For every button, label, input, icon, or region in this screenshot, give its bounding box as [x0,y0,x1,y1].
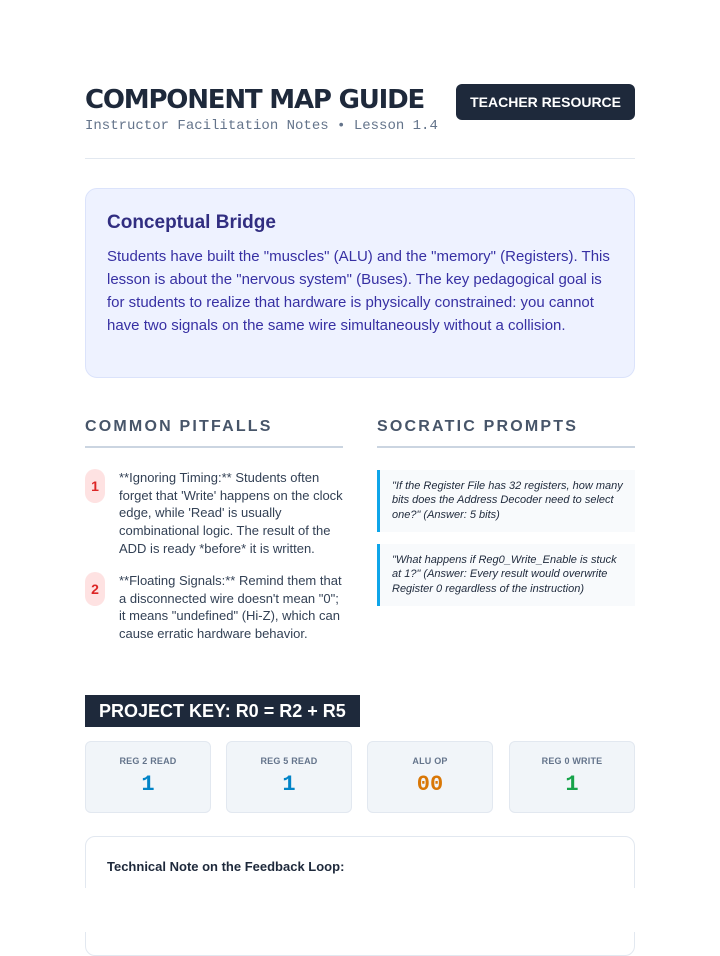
socratic-prompt: "If the Register File has 32 registers, how many bits does the Address Decoder need to select one?" (Answer: 5 bits) [377,470,635,532]
page-subtitle: Instructor Facilitation Notes • Lesson 1.4 [85,118,438,134]
key-card-label: REG 5 READ [260,756,318,766]
conceptual-bridge-body: Students have built the "muscles" (ALU) and the "memory" (Registers). This lesson is about the "nervous system" (Buses). The key pedagogical goal is for students to realize that hardware is physically constrained: you cannot have two signals on the same wire simultaneously without a collision. [107,248,610,334]
key-card-value: 00 [416,772,444,797]
header [85,84,635,144]
pitfall-text: **Ignoring Timing:** Students often forget that 'Write' happens on the clock edge, while 'Read' is usually combinational logic. The result of the ADD is ready *before* it is written. [119,470,343,556]
conceptual-bridge-callout [85,188,635,378]
key-card-alu-op [367,741,493,813]
key-card-label: REG 2 READ [119,756,177,766]
header-divider [85,158,635,159]
key-card-reg5-read [226,741,352,813]
conceptual-bridge-title: Conceptual Bridge [107,212,276,233]
key-card-value: 1 [282,772,296,797]
socratic-prompt: "What happens if Reg0_Write_Enable is stuck at 1?" (Answer: Every result would overwrite Register 0 regardless of the instruction) [377,544,635,606]
key-card-label: REG 0 WRITE [541,756,603,766]
common-pitfalls-heading: COMMON PITFALLS [85,418,343,448]
teacher-resource-badge: TEACHER RESOURCE [456,84,635,120]
pitfall-item [85,469,343,559]
key-card-reg2-read [85,741,211,813]
technical-note-title: Technical Note on the Feedback Loop: [107,859,345,874]
key-card-reg0-write [509,741,635,813]
page-title: COMPONENT MAP GUIDE [85,85,425,115]
project-key-banner: PROJECT KEY: R0 = R2 + R5 [85,695,360,727]
pitfall-number-badge: 2 [85,572,105,606]
key-card-value: 1 [565,772,579,797]
socratic-prompts-heading: SOCRATIC PROMPTS [377,418,635,448]
page-bottom-margin [0,888,720,932]
pitfall-number-badge: 1 [85,469,105,503]
pitfall-item [85,572,343,662]
key-card-label: ALU OP [412,756,448,766]
pitfall-text: **Floating Signals:** Remind them that a disconnected wire doesn't mean "0"; it means "undefined" (Hi-Z), which can cause erratic hardware behavior. [119,573,342,642]
key-card-value: 1 [141,772,155,797]
